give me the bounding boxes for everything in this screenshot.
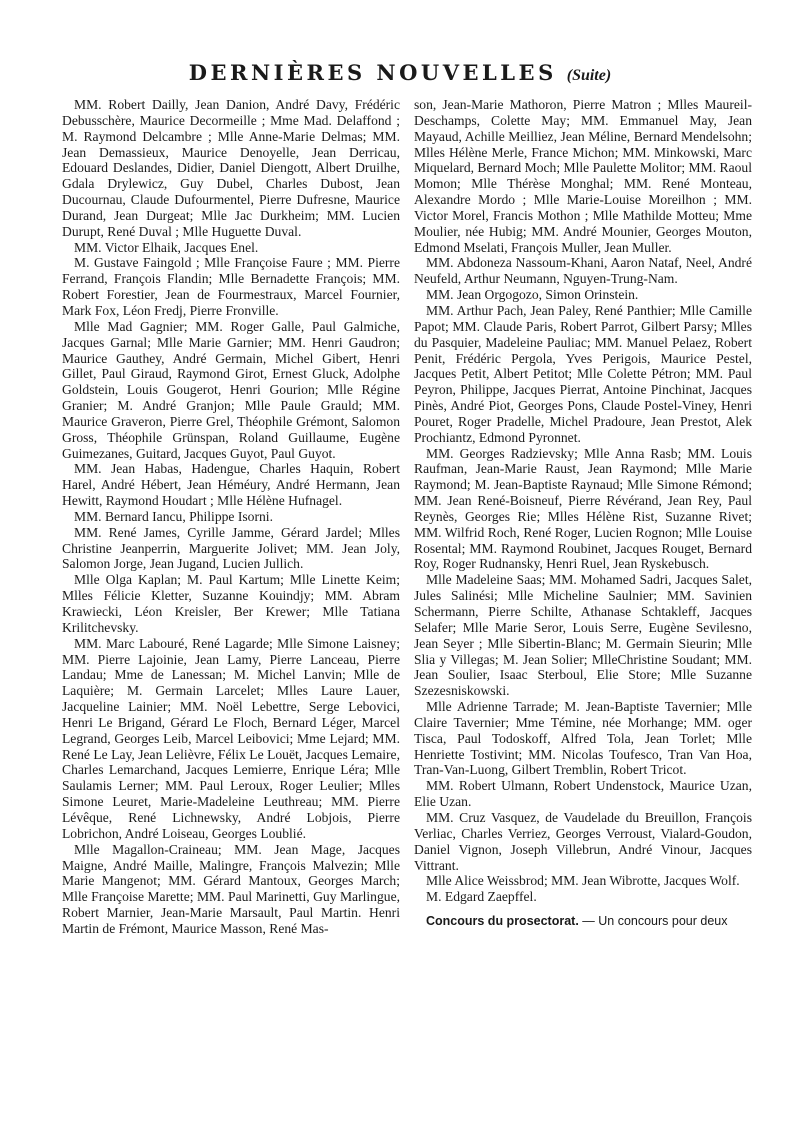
paragraph-g: Mlle Mad Gagnier; MM. Roger Galle, Paul Galmiche, Jacques Garnal; Mlle Marie Garnier; MM. Henri Gaudron; Maurice Gauthey, André Germain, Michel Gibert, Henri Gillet, Paul Giraud, Raymond Girot, Ernest Gluck, Adolphe Goldstein, Louis Gougerot, Henri Gourion; Mlle Régine Granier; M. André Granjon; Mlle Paule Grauld; MM. Maurice Graveron, Pierre Grel, Théophile Grémont, Salomon Gross, Théophile Grünspan, Roland Guillaume, Eugène Guimezanes, Guitard, Jacques Guyot, Paul Guyot.	[62, 318, 400, 461]
paragraph-t: Mlle Adrienne Tarrade; M. Jean-Baptiste Tavernier; Mlle Claire Tavernier; Mme Témine, née Morhange; MM. oger Tisca, Paul Todoskoff, Alfred Tola, Jean Torlet; Mlle Henriette Tostivint; MM. Nicolas Toufesco, Tran Van Hoa, Tran-Van-Luong, Gilbert Tremblin, Robert Tricot.	[414, 699, 752, 778]
paragraph-s: Mlle Madeleine Saas; MM. Mohamed Sadri, Jacques Salet, Jules Salinési; Mlle Micheline Saulnier; MM. Savinien Schermann, Pierre Schilte, Athanase Schtakleff, Jacques Selafer; Mlle Marie Seror, Louis Serre, Eugène Sevilesno, Jean Seyer ; Mlle Sibertin-Blanc; M. Germain Sieurin; Mlle Slia y Villegas; M. Jean Solier; MlleChristine Soudant; MM. Jean Soulier, Isaac Sterboul, Elie Store; Mlle Suzanne Szezesniskowski.	[414, 572, 752, 699]
paragraph-u: MM. Robert Ulmann, Robert Undenstock, Maurice Uzan, Elie Uzan.	[414, 778, 752, 810]
paragraph-p: MM. Arthur Pach, Jean Paley, René Panthier; Mlle Camille Papot; MM. Claude Paris, Robert Parrot, Gilbert Parsy; Mlles du Pasquier, Madeleine Pauliac; MM. Manuel Pelaez, Robert Penit, Frédéric Pergola, Yves Perigois, Maurice Pestel, Jacques Petit, Albert Petitot; Mlle Colette Pétron; MM. Paul Peyron, Philippe, Jacques Pierrat, Antoine Pinchinat, Jacques Pinès, André Piot, Georges Pons, Claude Postel-Viney, Henri Pouret, Roger Pradelle, Michel Pradoure, Jean Prestot, Alek Prochiantz, Edmond Pyronnet.	[414, 302, 752, 445]
paragraph-k: Mlle Olga Kaplan; M. Paul Kartum; Mlle Linette Keim; Mlles Félicie Kletter, Suzanne Kouindjy; MM. Abram Krawiecki, Léon Kreisler, Ber Krewer; Mlle Tatiana Krilitchevsky.	[62, 572, 400, 635]
paragraph-f: M. Gustave Faingold ; Mlle Françoise Faure ; MM. Pierre Ferrand, François Flandin; Mlle Bernadette François; MM. Robert Forestier, Jean de Fourmestraux, Marcel Fournier, Mark Fox, Léon Fredj, Pierre Fronville.	[62, 255, 400, 318]
paragraph-o: MM. Jean Orgogozo, Simon Orinstein.	[426, 287, 639, 303]
note-label: Concours du prosectorat.	[426, 914, 579, 929]
paragraph-z: M. Edgard Zaepffel.	[426, 889, 537, 905]
right-column	[414, 97, 752, 930]
left-column	[62, 97, 400, 937]
paragraph-m-continued: son, Jean-Marie Mathoron, Pierre Matron ; Mlles Maureil-Deschamps, Colette May; MM. Emmanuel May, Jean Mayaud, Achille Meilliez, Jean Méline, Bernard Mendelsohn; Mlles Hélène Merle, France Michon; MM. Minkowski, Marc Miquelard, Bernard Moch; Mlle Paulette Molitor; MM. Raoul Momon; Mlle Thérèse Monghal; MM. René Monteau, Alexandre Mordo ; Mlle Marie-Louise Moreilhon ; MM. Victor Morel, Francis Mothon ; Mlle Mathilde Motteu; Mme Moulier, née Hubig; MM. André Mounier, Georges Mouton, Edmond Mselati, François Muller, Jean Muller.	[414, 97, 752, 255]
announcement-note	[414, 914, 752, 930]
note-text: — Un concours pour deux	[578, 914, 728, 929]
paragraph-w: Mlle Alice Weissbrod; MM. Jean Wibrotte, Jacques Wolf.	[426, 873, 740, 889]
paragraph-l: MM. Marc Labouré, René Lagarde; Mlle Simone Laisney; MM. Pierre Lajoinie, Jean Lamy, Pierre Lanceau, Pierre Landau; Mme de Lanessan; M. Michel Lanvin; Mlle de Laquière; M. Germain Larcelet; Mlles Laure Lauer, Jacqueline Lainier; MM. Noël Lebettre, Serge Lebovici, Henri Le Brigand, Gérard Le Floch, Bernard Léger, Marcel Legrand, Georges Leib, Marcel Leibovici; Mme Lejard; MM. René Le Lay, Jean Lelièvre, Félix Le Louët, Jacques Lemaire, Charles Lemarchand, Jacques Lemierre, Enrique Léra; Mlle Saulamis Lerner; MM. Paul Leroux, Roger Leulier; Mlles Simone Leuret, Marie-Madeleine Leuthreau; MM. Pierre Lévêque, René Lichnewsky, André Lobjois, Pierre Lobrichon, André Loiseau, Georges Loublié.	[62, 635, 400, 841]
paragraph-m: Mlle Magallon-Craineau; MM. Jean Mage, Jacques Maigne, André Maille, Malingre, François Malvezin; Mlle Marie Mangenot; MM. Gérard Mantoux, Georges March; Mlle Françoise Marette; MM. Paul Marinetti, Guy Marlingue, Robert Marnier, Jean-Marie Marsault, Paul Martin. Henri Martin de Frémont, Maurice Masson, René Mas-	[62, 841, 400, 936]
paragraph-i: MM. Bernard Iancu, Philippe Isorni.	[74, 508, 273, 524]
header-title: DERNIÈRES NOUVELLES	[188, 60, 557, 85]
paragraph-v: MM. Cruz Vasquez, de Vaudelade du Breuillon, François Verliac, Charles Verriez, Georges Verroust, Vialard-Goudon, Daniel Vignon, Joseph Villebrun, André Vinour, Jacques Vittrant.	[414, 809, 752, 873]
page-header	[0, 60, 800, 85]
paragraph-d: MM. Robert Dailly, Jean Danion, André Davy, Frédéric Debusschère, Maurice Decormeille ; Mme Mad. Delaffond ; M. Raymond Delcambre ; Mlle Anne-Marie Delmas; MM. Jean Demassieux, Maurice Denoyelle, Jean Derricau, Edouard Deslandes, Didier, Daniel Diengott, Albert Druilhe, Gdala Drylewicz, Guy Dubel, Charles Dubost, Jean Ducournau, Claude Dufourmentel, Pierre Dufresne, Maurice Durand, Jean Durgeat; Mlle Jac Durkheim; MM. Lucien Durupt, René Duval ; Mlle Huguette Duval.	[62, 97, 400, 239]
paragraph-h: MM. Jean Habas, Hadengue, Charles Haquin, Robert Harel, André Hébert, Jean Héméury, André Hermann, Jean Hewitt, Raymond Houdart ; Mlle Hélène Hufnagel.	[62, 461, 400, 509]
paragraph-j: MM. René James, Cyrille Jamme, Gérard Jardel; Mlles Christine Jeanperrin, Marguerite Jolivet; MM. Jean Joly, Salomon Jorge, Jean Jugand, Lucien Jullich.	[62, 524, 400, 572]
paragraph-r: MM. Georges Radzievsky; Mlle Anna Rasb; MM. Louis Raufman, Jean-Marie Raust, Jean Raymond; Mlle Marie Raymond; M. Jean-Baptiste Raynaud; Mlle Simone Rémond; MM. Jean René-Boisneuf, Pierre Révérand, Jean Rey, Paul Reynès, Georges Rie; Mlles Hélène Rist, Suzanne Rivet; MM. Wilfrid Roch, René Roger, Lucien Rognon; Mlle Louise Rosental; MM. Raymond Roubinet, Jacques Rouget, Bernard Roy, Roger Rudnansky, Henri Ruel, Jean Ryskebusch.	[414, 445, 752, 572]
header-suite: (Suite)	[566, 67, 612, 84]
paragraph-e: MM. Victor Elhaik, Jacques Enel.	[74, 239, 259, 255]
paragraph-n: MM. Abdoneza Nassoum-Khani, Aaron Nataf, Neel, André Neufeld, Arthur Neumann, Nguyen-Trung-Nam.	[414, 255, 752, 287]
